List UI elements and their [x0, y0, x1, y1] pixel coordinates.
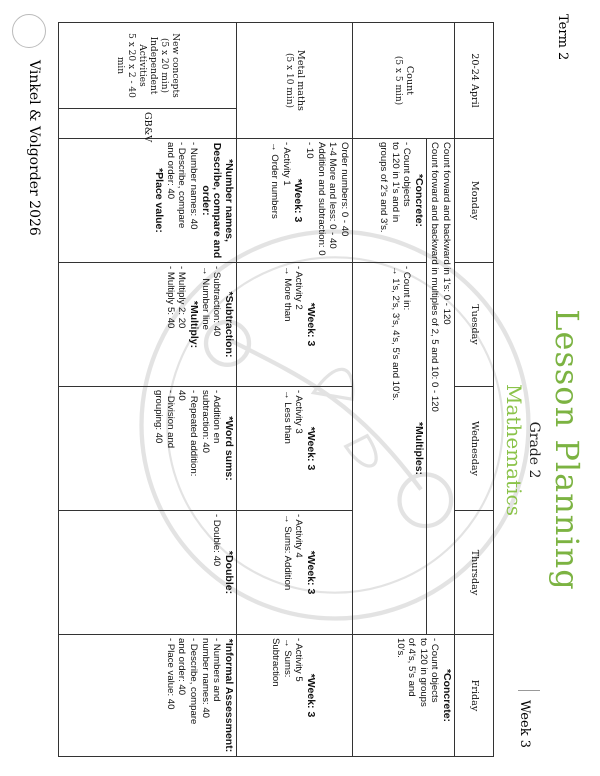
- date-range: 20-24 April: [455, 23, 494, 139]
- mental-thursday-heading: *Week: 3: [304, 550, 317, 595]
- mental-wednesday-cell: [236, 387, 352, 511]
- new-monday-line: - Describe, compare: [176, 142, 188, 229]
- mental-wednesday-heading: *Week: 3: [304, 426, 317, 471]
- count-span-line-1: Count forward and backward in 1's: 0 - 120: [441, 142, 452, 325]
- mental-monday-top-line: Addition and subtraction: 0 - 10: [304, 142, 327, 256]
- subject-label: Mathematics: [502, 384, 526, 516]
- new-wednesday-line: grouping: 40: [153, 390, 165, 444]
- mental-tuesday-line: - Activity 2: [293, 266, 305, 310]
- new-concepts-label: New concepts: [170, 33, 181, 98]
- new-friday-line: - Numbers and: [211, 638, 223, 702]
- mental-monday-line: → Order numbers: [269, 142, 281, 219]
- new-friday-cell: [59, 635, 237, 757]
- gbv-label: GB&V: [59, 109, 237, 139]
- new-friday-line: and order: 40: [176, 638, 188, 696]
- count-label: Count: [404, 65, 415, 96]
- mental-friday-cell: [236, 635, 352, 757]
- new-monday-heading-2: *Place value:: [153, 168, 166, 233]
- day-thursday: Thursday: [455, 511, 494, 635]
- new-tuesday-heading-2: *Multiply:: [188, 300, 201, 349]
- mental-monday-top-line: 1-4 More and less: 0 - 40: [327, 142, 339, 249]
- header-divider: [518, 690, 540, 691]
- new-tuesday-heading: *Subtraction:: [222, 291, 235, 358]
- new-concepts-row: [59, 23, 237, 757]
- new-thursday-heading: *Double:: [222, 550, 235, 595]
- count-span-cell: [426, 139, 454, 635]
- new-thursday-line: - Double: 40: [211, 514, 223, 567]
- new-wednesday-heading: *Word sums:: [222, 416, 235, 481]
- page-title: Lesson Planning: [548, 309, 586, 591]
- count-row-label: [352, 23, 454, 139]
- grade-label: Grade 2: [526, 421, 542, 479]
- mental-duration: (5 x 10 min): [284, 52, 295, 109]
- count-duration: (5 x 5 min): [393, 55, 404, 106]
- mental-tuesday-cell: [236, 263, 352, 387]
- day-friday: Friday: [455, 635, 494, 757]
- new-friday-heading: *Informal Assessment:: [222, 638, 235, 753]
- new-tuesday-line-2: - Multiply 5: 40: [164, 266, 176, 329]
- mental-monday-heading: *Week: 3: [292, 178, 305, 223]
- new-monday-line: and order: 40: [164, 142, 176, 200]
- new-monday-heading: *Number names, Describe, compare and order:: [199, 142, 235, 259]
- lesson-plan-table: [58, 22, 494, 757]
- mental-thursday-cell: [236, 511, 352, 635]
- day-monday: Monday: [455, 139, 494, 263]
- count-multiples-heading: *Multiples:: [412, 421, 425, 476]
- new-friday-line: - Describe, compare: [188, 638, 200, 725]
- mental-thursday-line: → Sums: Addition: [281, 514, 293, 591]
- new-concepts-duration: (5 x 20 min): [159, 37, 170, 94]
- count-row-top: [426, 23, 454, 757]
- new-tuesday-line: → Number line: [199, 266, 211, 330]
- count-multiples-cell: [352, 263, 426, 635]
- count-monday-heading: *Concrete:: [412, 173, 425, 228]
- new-wednesday-line: - Addition en: [211, 390, 223, 444]
- new-monday-cell: [59, 139, 237, 263]
- new-concepts-row-label: [59, 23, 237, 109]
- count-monday-line: groups of 2's and 3's.: [378, 142, 390, 233]
- brand-logo-icon: [12, 14, 46, 48]
- count-monday-line: to 120 in 1's and in: [389, 142, 401, 223]
- day-header-row: [455, 23, 494, 757]
- new-monday-line: - Number names: 40: [188, 142, 200, 230]
- count-monday-cell: [352, 139, 426, 263]
- mental-monday-cell: [236, 139, 352, 263]
- week-label: Week 3: [517, 700, 532, 748]
- count-friday-line: 10's.: [394, 638, 406, 658]
- mental-friday-line: Subtraction: [270, 638, 282, 687]
- new-tuesday-cell: [59, 263, 237, 387]
- mental-tuesday-heading: *Week: 3: [304, 302, 317, 347]
- new-wednesday-line: 40: [176, 390, 188, 401]
- mental-row: [236, 23, 352, 757]
- independent-activities-duration: 5 x 20 x 2 - 40 min: [115, 33, 137, 98]
- count-friday-heading: *Concrete:: [441, 668, 453, 723]
- mental-label: Metal maths: [294, 50, 306, 111]
- new-friday-line: number names: 40: [199, 638, 211, 718]
- mental-wednesday-line: → Less than: [281, 390, 293, 444]
- day-tuesday: Tuesday: [455, 263, 494, 387]
- count-friday-line: - Count objects: [429, 638, 441, 703]
- mental-thursday-line: - Activity 4: [293, 514, 305, 558]
- new-friday-line: - Place value: 40: [164, 638, 176, 710]
- count-friday-cell: [352, 635, 454, 757]
- count-friday-line: of 4's, 5's and: [406, 638, 418, 697]
- mental-row-label: [236, 23, 352, 139]
- independent-activities-label: Independent Activities: [137, 36, 159, 95]
- mental-friday-line: → Sums:: [281, 638, 293, 678]
- count-multiples-line: - Count in:: [401, 266, 413, 311]
- term-label: Term 2: [555, 14, 570, 61]
- mental-monday-top-line: Order numbers: 0 - 40: [338, 142, 350, 237]
- count-monday-line: - Count objects: [401, 142, 413, 207]
- new-wednesday-line: - Repeated addition:: [188, 390, 200, 477]
- mental-wednesday-line: - Activity 3: [293, 390, 305, 434]
- footer-credit: Vinkel & Volgorder 2026: [26, 60, 42, 236]
- new-tuesday-line-2: - Multiply 2: 20: [176, 266, 188, 329]
- new-thursday-cell: [59, 511, 237, 635]
- day-wednesday: Wednesday: [455, 387, 494, 511]
- count-span-line-2: Count forward and backward in multiples of 2, 5 and 10: 0 - 120: [429, 142, 441, 412]
- count-friday-line: to 120 in groups: [417, 638, 429, 707]
- new-wednesday-cell: [59, 387, 237, 511]
- mental-monday-line: - Activity 1: [280, 142, 292, 186]
- mental-friday-heading: *Week: 3: [304, 673, 317, 718]
- new-tuesday-line: - Subtraction: 40: [211, 266, 223, 337]
- mental-friday-line: - Activity 5: [293, 638, 305, 682]
- count-multiples-line: → 1's, 2's, 3's, 4's, 5's and 10's.: [389, 266, 401, 401]
- mental-tuesday-line: → More than: [281, 266, 293, 322]
- new-wednesday-line: - Division and: [164, 390, 176, 449]
- new-wednesday-line: subtraction: 40: [199, 390, 211, 453]
